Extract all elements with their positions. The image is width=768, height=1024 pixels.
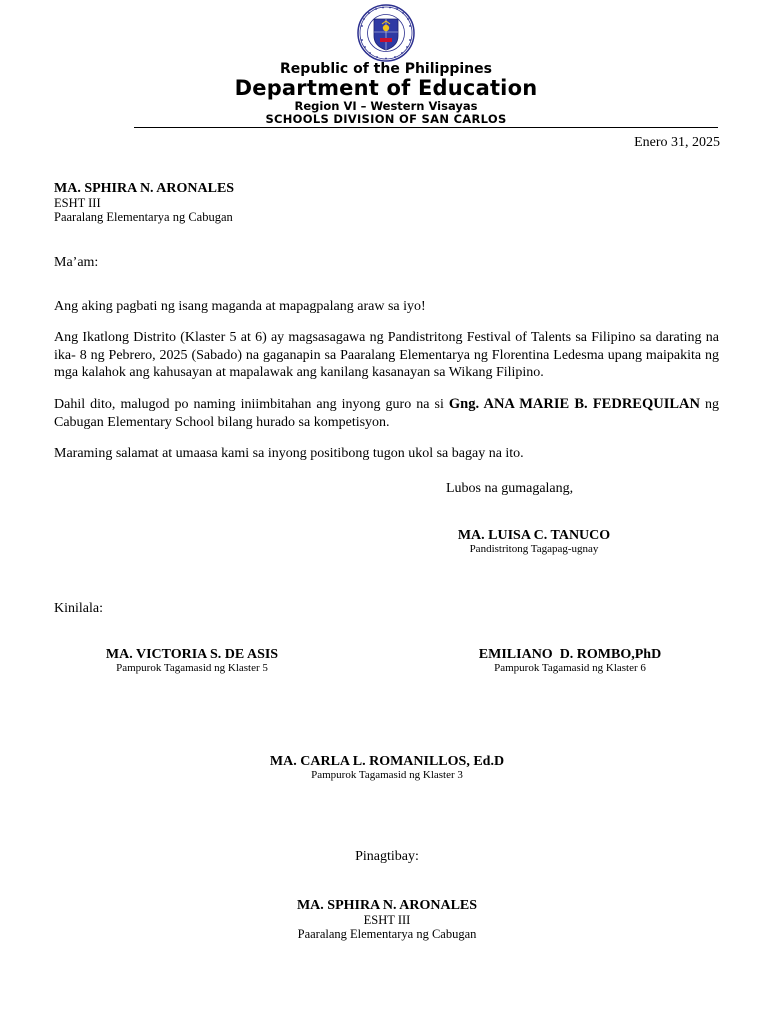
addressee-position: ESHT III [54, 196, 101, 210]
letterhead-division: SCHOOLS DIVISION OF SAN CARLOS [265, 112, 507, 126]
letterhead-region: Region VI – Western Visayas [294, 99, 478, 113]
addressee-school: Paaralang Elementarya ng Cabugan [54, 210, 233, 224]
invitation-text-before: Dahil dito, malugod po naming iniimbitahan ang inyong guro na si [54, 397, 449, 412]
letter-date: Enero 31, 2025 [634, 135, 720, 150]
salutation: Ma’am: [54, 255, 99, 270]
approved-by-school: Paaralang Elementarya ng Cabugan [297, 927, 477, 941]
signatory-name: MA. LUISA C. TANUCO [457, 528, 611, 543]
body-paragraph-event: Ang Ikatlong Distrito (Klaster 5 at 6) ay magsasagawa ng Pandistritong Festival of Talents sa Filipino sa darating na ika- 8 ng Pebrero, 2025 (Sabado) na gaganapin sa Paaralang Elementarya ng Florentina Ledesma upang maipakita ng mga kalahok ang kahusayan at mapalawak ang kanilang kasanayan sa Wikang Filipino. [54, 330, 719, 380]
approved-by-position: ESHT III [363, 913, 411, 927]
body-paragraph-greeting: Ang aking pagbati ng isang maganda at mapagpalang araw sa iyo! [54, 299, 426, 314]
noted-by-title: Pampurok Tagamasid ng Klaster 6 [494, 662, 646, 674]
noted-label: Kinilala: [54, 601, 103, 616]
letterhead-republic: Republic of the Philippines [280, 61, 492, 77]
noted-by-name: MA. VICTORIA S. DE ASIS [105, 647, 279, 662]
noted-by-name: EMILIANO D. ROMBO,PhD [478, 647, 662, 662]
complimentary-closing: Lubos na gumagalang, [446, 481, 574, 496]
noted-by-name: MA. CARLA L. ROMANILLOS, Ed.D [269, 754, 505, 769]
letterhead-department: Department of Education [234, 76, 538, 100]
deped-seal-logo [352, 4, 420, 62]
body-paragraph-thanks: Maraming salamat at umaasa kami sa inyong positibong tugon ukol sa bagay na ito. [54, 446, 524, 461]
addressee-name: MA. SPHIRA N. ARONALES [54, 181, 235, 196]
invited-teacher-name: Gng. ANA MARIE B. FEDREQUILAN [448, 396, 700, 412]
signatory-title: Pandistritong Tagapag-ugnay [469, 543, 599, 555]
noted-by-title: Pampurok Tagamasid ng Klaster 5 [116, 662, 268, 674]
noted-by-title: Pampurok Tagamasid ng Klaster 3 [311, 769, 463, 781]
approved-label: Pinagtibay: [355, 849, 419, 864]
body-paragraph-invitation [54, 396, 719, 431]
letterhead-divider [134, 127, 718, 128]
approved-by-name: MA. SPHIRA N. ARONALES [296, 898, 478, 913]
invitation-text-after: ng Cabugan Elementary School bilang hurado sa kompetisyon. [54, 397, 720, 430]
